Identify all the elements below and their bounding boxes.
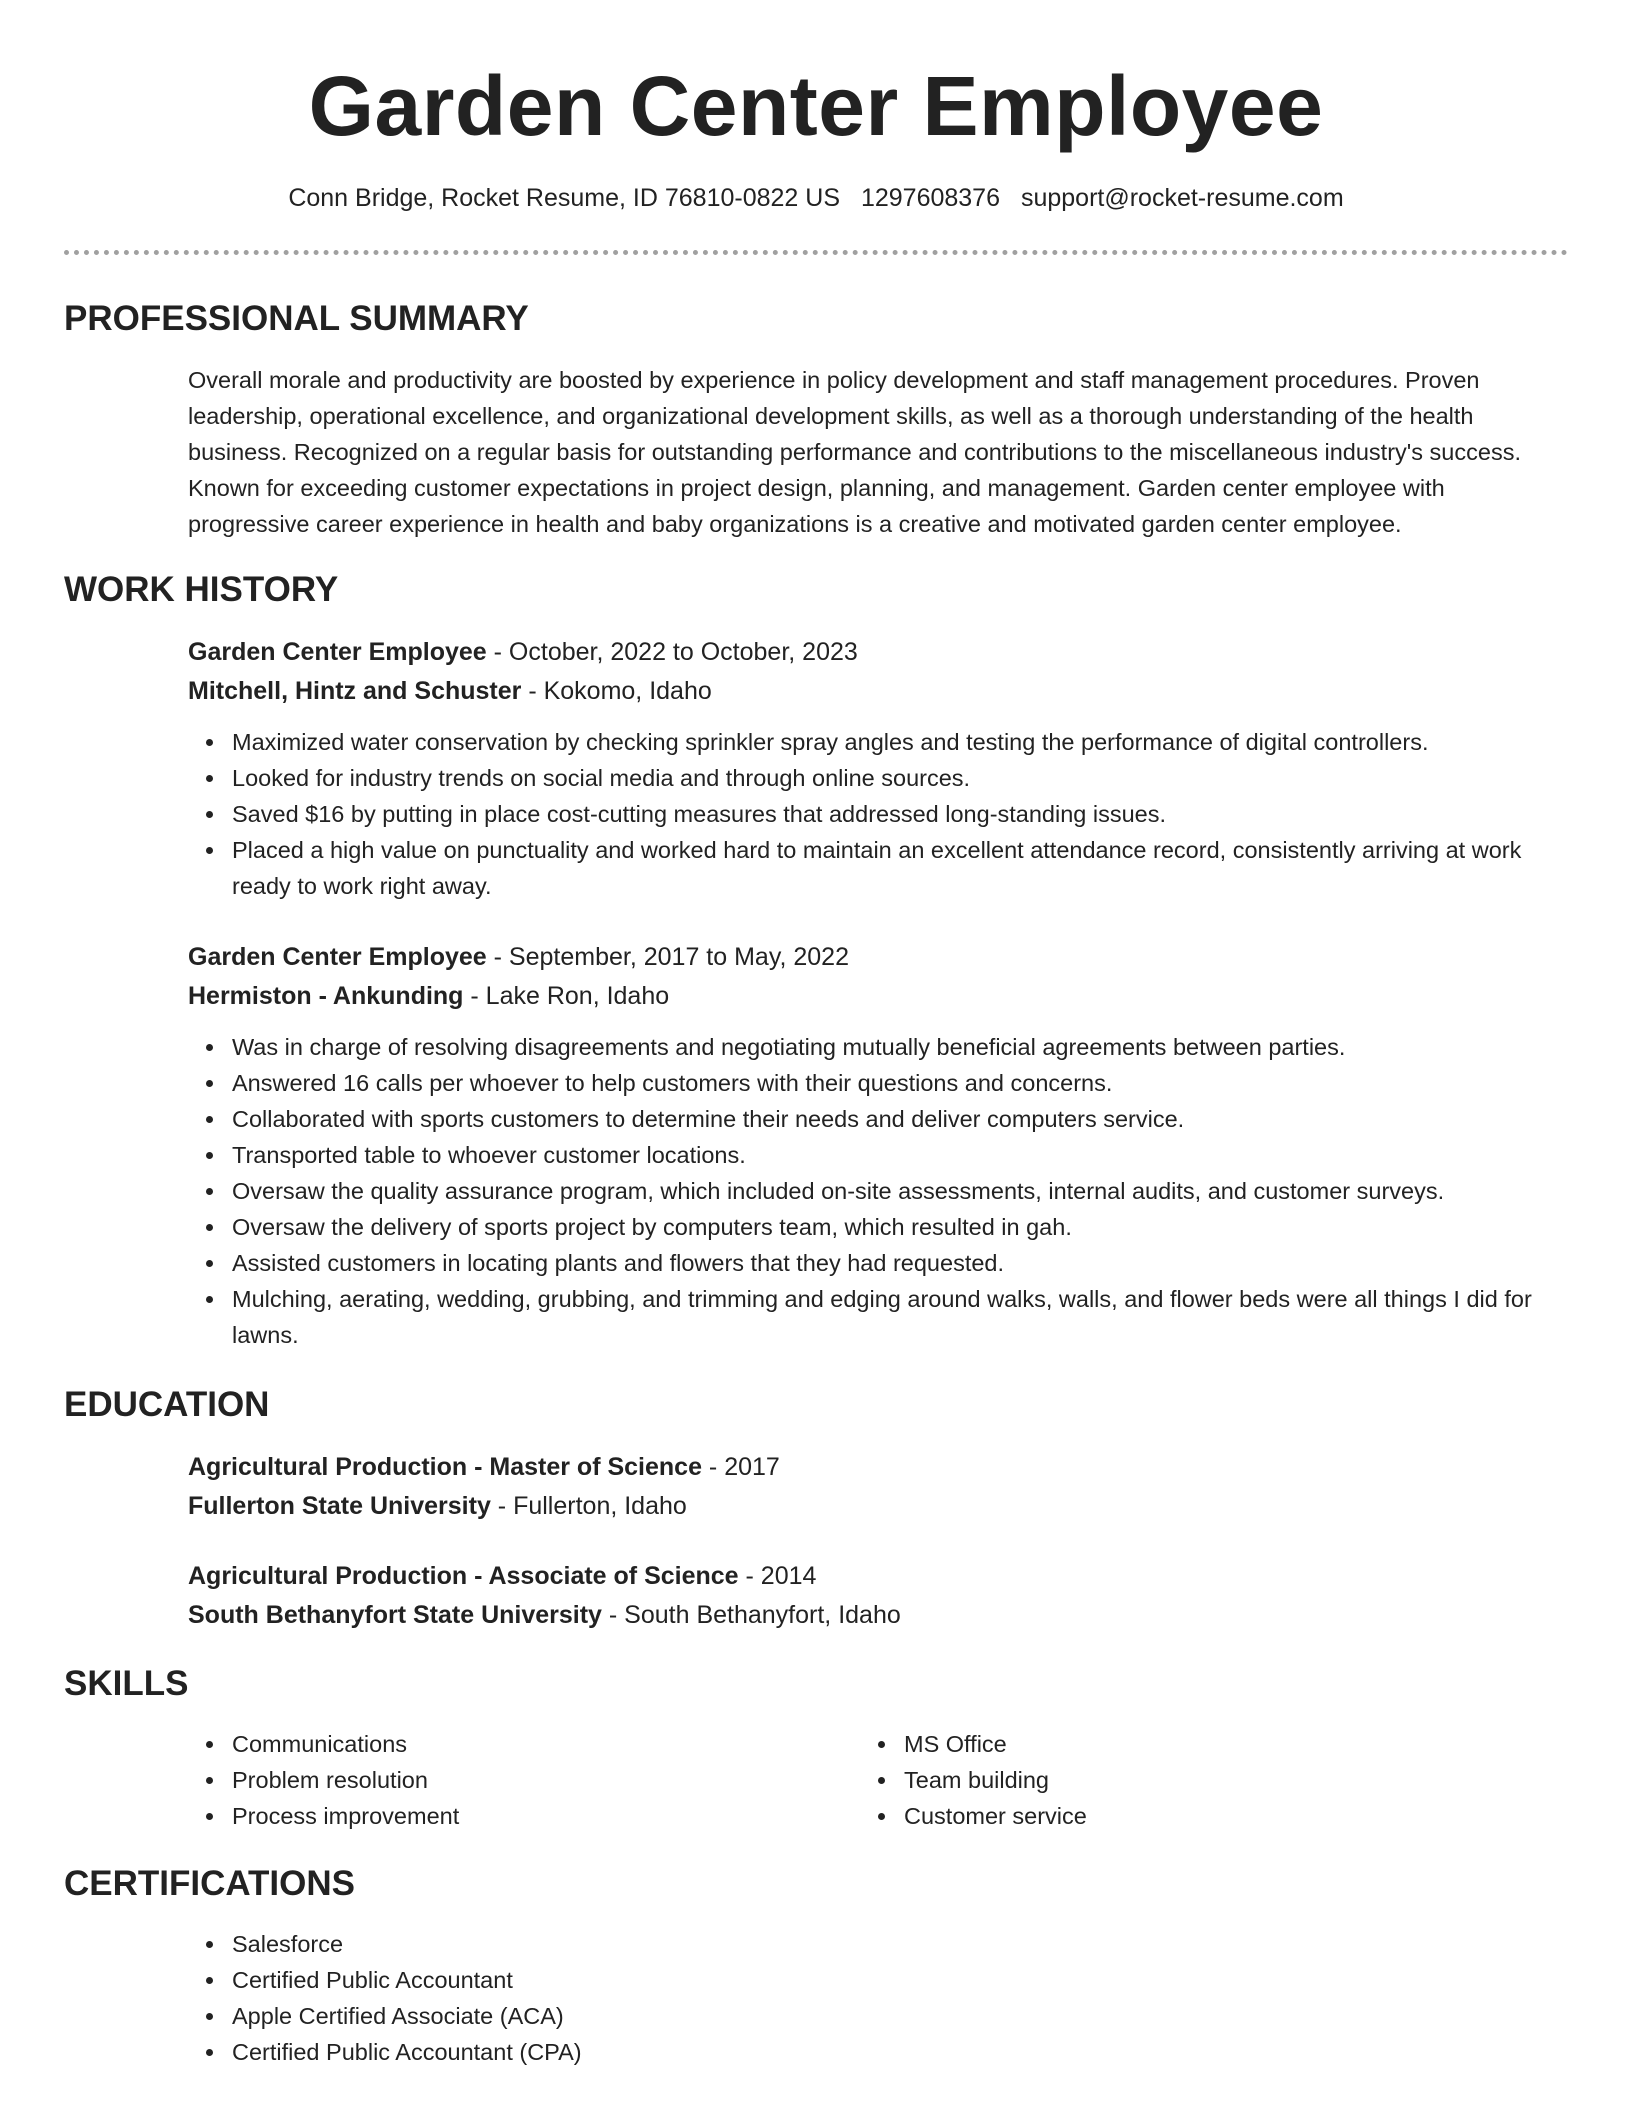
- job-title-line: [188, 633, 1568, 672]
- school-location: - South Bethanyfort, Idaho: [601, 1601, 901, 1629]
- job-entry: [188, 633, 1568, 904]
- job-company: Hermiston - Ankunding: [188, 982, 464, 1010]
- header-divider: [64, 250, 1568, 255]
- list-item: Maximized water conservation by checking sprinkler spray angles and testing the performance of digital controllers.: [188, 724, 1568, 760]
- degree-year: - 2014: [738, 1562, 817, 1590]
- certifications-section: [188, 1926, 1568, 2070]
- education-entry: [188, 1557, 1568, 1635]
- list-item: Collaborated with sports customers to determine their needs and deliver computers service.: [188, 1101, 1568, 1137]
- list-item: Certified Public Accountant: [188, 1962, 1568, 1998]
- contact-email: support@rocket-resume.com: [1020, 184, 1344, 212]
- job-dates: - October, 2022 to October, 2023: [486, 638, 858, 666]
- list-item: Certified Public Accountant (CPA): [188, 2034, 1568, 2070]
- list-item: Team building: [860, 1762, 1460, 1798]
- certifications-list: [188, 1926, 1568, 2070]
- list-item: Looked for industry trends on social media and through online sources.: [188, 760, 1568, 796]
- job-location: - Lake Ron, Idaho: [463, 982, 670, 1010]
- list-item: Process improvement: [188, 1798, 788, 1834]
- list-item: Saved $16 by putting in place cost-cutting measures that addressed long-standing issues.: [188, 796, 1568, 832]
- skills-column-left: [188, 1726, 788, 1834]
- list-item: Apple Certified Associate (ACA): [188, 1998, 1568, 2034]
- school-line: [188, 1596, 1568, 1635]
- contact-address: Conn Bridge, Rocket Resume, ID 76810-0822 US: [288, 184, 840, 212]
- education-heading: EDUCATION: [64, 1385, 270, 1424]
- degree-line: [188, 1448, 1568, 1487]
- school-line: [188, 1487, 1568, 1526]
- contact-phone: 1297608376: [860, 184, 1000, 212]
- degree-year: - 2017: [701, 1453, 780, 1481]
- list-item: Oversaw the delivery of sports project by computers team, which resulted in gah.: [188, 1209, 1568, 1245]
- skills-list: [860, 1726, 1460, 1834]
- summary-text: Overall morale and productivity are boosted by experience in policy development and staff management procedures. Proven leadership, operational excellence, and organizational development skills, as well as a thorough understanding of the health business. Recognized on a regular basis for outstanding performance and contributions to the miscellaneous industry's success. Known for exceeding customer expectations in project design, planning, and management. Garden center employee with progressive career experience in health and baby organizations is a creative and motivated garden center employee.: [188, 367, 1521, 537]
- job-bullets: [188, 724, 1568, 904]
- list-item: Placed a high value on punctuality and worked hard to maintain an excellent attendance record, consistently arriving at work ready to work right away.: [188, 832, 1568, 904]
- skills-heading: SKILLS: [64, 1664, 189, 1703]
- degree: Agricultural Production - Master of Science: [188, 1453, 702, 1481]
- summary-heading: PROFESSIONAL SUMMARY: [64, 299, 529, 338]
- summary-section: [188, 362, 1568, 542]
- education-entry: [188, 1448, 1568, 1526]
- skills-column-right: [860, 1726, 1460, 1834]
- contact-line: [0, 178, 1632, 218]
- list-item: Salesforce: [188, 1926, 1568, 1962]
- job-company-line: [188, 977, 1568, 1016]
- list-item: Assisted customers in locating plants and flowers that they had requested.: [188, 1245, 1568, 1281]
- list-item: Communications: [188, 1726, 788, 1762]
- list-item: Customer service: [860, 1798, 1460, 1834]
- list-item: MS Office: [860, 1726, 1460, 1762]
- list-item: Was in charge of resolving disagreements and negotiating mutually beneficial agreements between parties.: [188, 1029, 1568, 1065]
- skills-list: [188, 1726, 788, 1834]
- list-item: Problem resolution: [188, 1762, 788, 1798]
- job-title-line: [188, 938, 1568, 977]
- school: Fullerton State University: [188, 1492, 491, 1520]
- candidate-name: Garden Center Employee: [308, 59, 1324, 153]
- job-location: - Kokomo, Idaho: [521, 677, 712, 705]
- job-dates: - September, 2017 to May, 2022: [486, 943, 849, 971]
- job-bullets: [188, 1029, 1568, 1353]
- degree-line: [188, 1557, 1568, 1596]
- degree: Agricultural Production - Associate of Science: [188, 1562, 739, 1590]
- job-entry: [188, 938, 1568, 1353]
- certifications-heading: CERTIFICATIONS: [64, 1864, 356, 1903]
- list-item: Oversaw the quality assurance program, which included on-site assessments, internal audits, and customer surveys.: [188, 1173, 1568, 1209]
- list-item: Mulching, aerating, wedding, grubbing, and trimming and edging around walks, walls, and flower beds were all things I did for lawns.: [188, 1281, 1568, 1353]
- list-item: Answered 16 calls per whoever to help customers with their questions and concerns.: [188, 1065, 1568, 1101]
- job-position: Garden Center Employee: [188, 638, 487, 666]
- work-history-heading: WORK HISTORY: [64, 570, 339, 609]
- list-item: Transported table to whoever customer locations.: [188, 1137, 1568, 1173]
- school-location: - Fullerton, Idaho: [490, 1492, 687, 1520]
- job-position: Garden Center Employee: [188, 943, 487, 971]
- job-company-line: [188, 672, 1568, 711]
- job-company: Mitchell, Hintz and Schuster: [188, 677, 522, 705]
- school: South Bethanyfort State University: [188, 1601, 602, 1629]
